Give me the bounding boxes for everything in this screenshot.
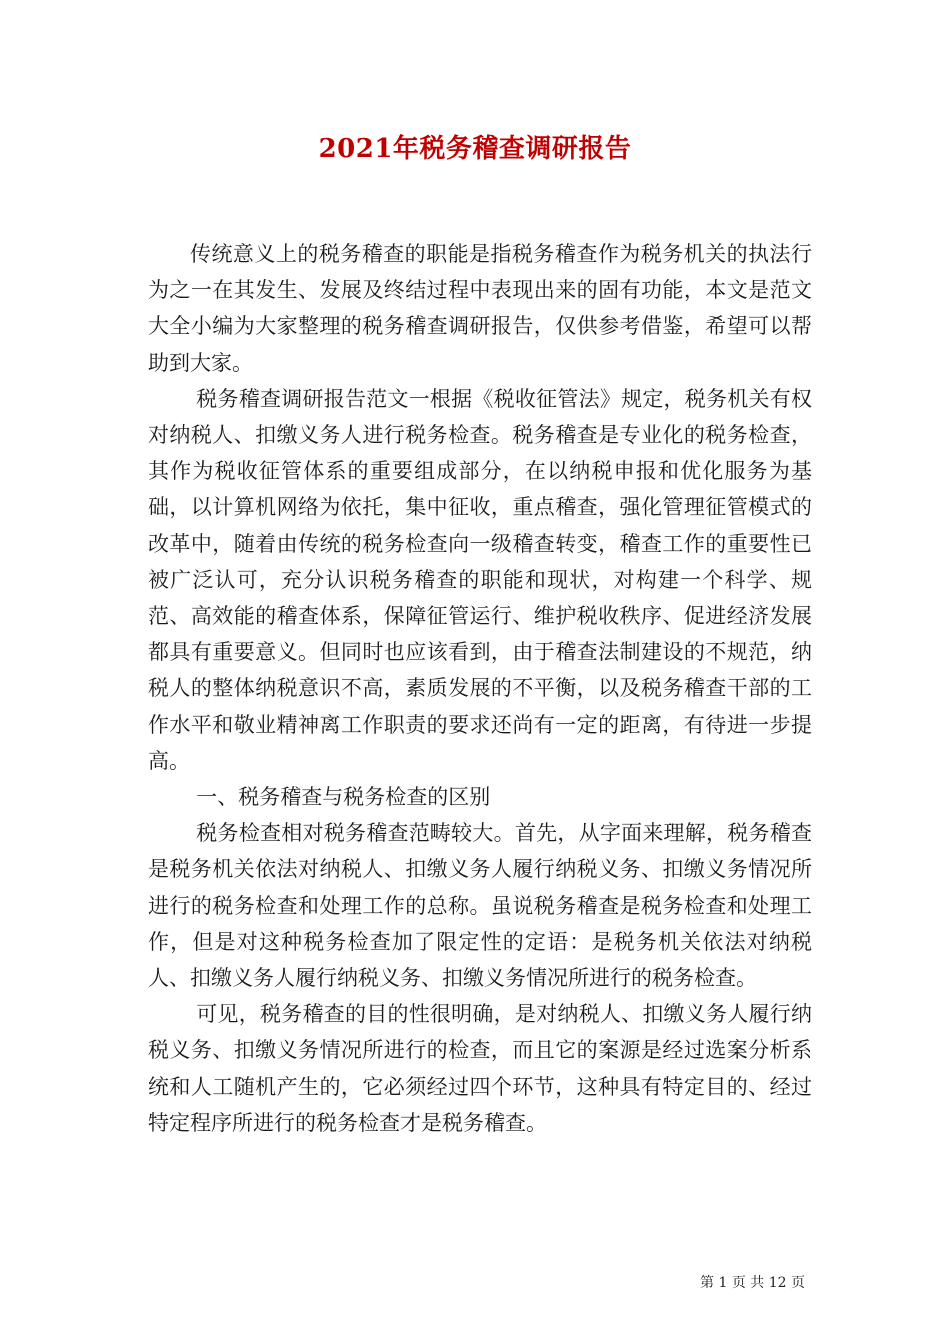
paragraph-intro: 传统意义上的税务稽查的职能是指税务稽查作为税务机关的执法行为之一在其发生、发展及终结过程中表现出来的固有功能，本文是范文大全小编为大家整理的税务稽查调研报告，仅供参考借鉴，希望可以帮助到大家。 <box>148 242 812 375</box>
paragraph-scope: 税务检查相对税务稽查范畴较大。首先，从字面来理解，税务稽查是税务机关依法对纳税人、扣缴义务人履行纳税义务、扣缴义务情况所进行的税务检查和处理工作的总称。虽说税务稽查是税务检查和处理工作，但是对这种税务检查加了限定性的定语：是税务机关依法对纳税人、扣缴义务人履行纳税义务、扣缴义务情况所进行的税务检查。 <box>148 821 812 991</box>
document-body <box>148 236 812 1141</box>
page-number-footer: 第 1 页 共 12 页 <box>700 1275 805 1291</box>
paragraph-sample-one: 税务稽查调研报告范文一根据《税收征管法》规定，税务机关有权对纳税人、扣缴义务人进行税务检查。税务稽查是专业化的税务检查，其作为税收征管体系的重要组成部分，在以纳税申报和优化服务为基础，以计算机网络为依托，集中征收，重点稽查，强化管理征管模式的改革中，随着由传统的税务检查向一级稽查转变，稽查工作的重要性已被广泛认可，充分认识税务稽查的职能和现状，对构建一个科学、规范、高效能的稽查体系，保障征管运行、维护税收秩序、促进经济发展都具有重要意义。但同时也应该看到，由于稽查法制建设的不规范，纳税人的整体纳税意识不高，素质发展的不平衡，以及税务稽查干部的工作水平和敬业精神离工作职责的要求还尚有一定的距离，有待进一步提高。 <box>148 386 812 773</box>
section-heading-difference: 一、税务稽查与税务检查的区别 <box>196 785 491 810</box>
paragraph-purpose: 可见，税务稽查的目的性很明确，是对纳税人、扣缴义务人履行纳税义务、扣缴义务情况所进行的检查，而且它的案源是经过选案分析系统和人工随机产生的，它必须经过四个环节，这种具有特定目的、经过特定程序所进行的税务检查才是税务稽查。 <box>148 1002 812 1135</box>
document-title: 2021年税务稽查调研报告 <box>318 134 632 164</box>
